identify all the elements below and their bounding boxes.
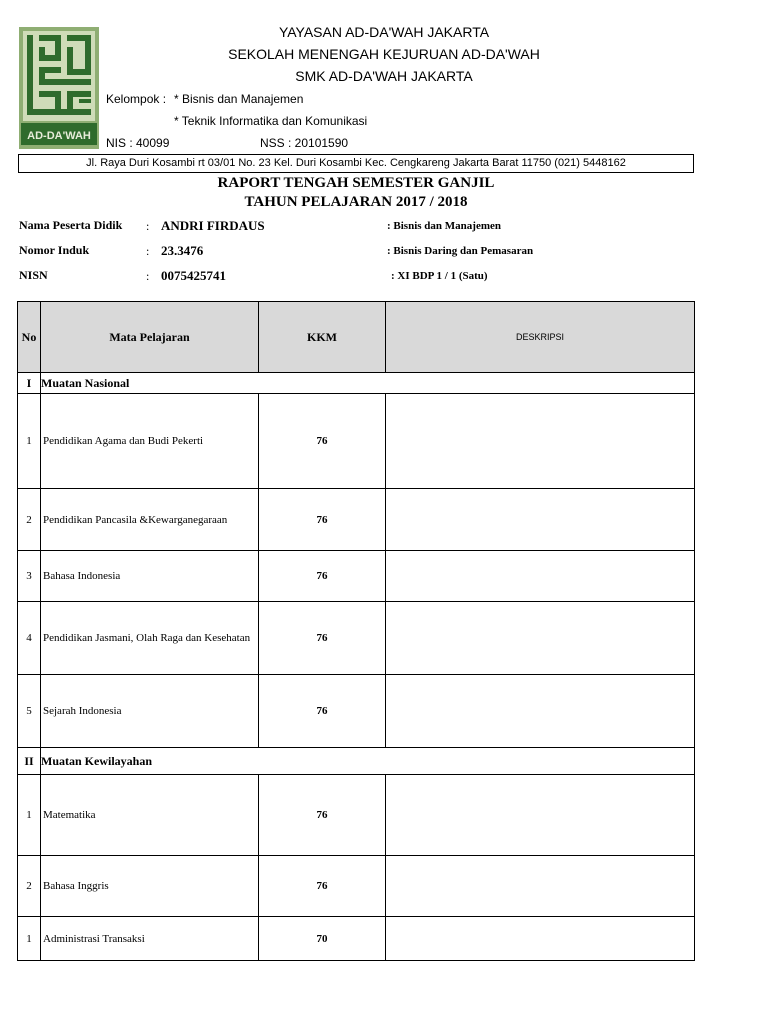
nisn-label: NISN xyxy=(19,268,48,282)
subject-name: Administrasi Transaksi xyxy=(41,917,259,961)
row-number: 4 xyxy=(18,602,41,675)
kkm-value: 76 xyxy=(259,602,386,675)
school-short-name: SMK AD-DA'WAH JAKARTA xyxy=(295,68,473,84)
header-description: DESKRIPSI xyxy=(386,302,695,373)
nomor-induk-label: Nomor Induk xyxy=(19,243,90,257)
student-name-label: Nama Peserta Didik xyxy=(19,218,123,232)
kkm-value: 76 xyxy=(259,394,386,489)
header-kkm: KKM xyxy=(259,302,386,373)
kelompok-item-1: * Bisnis dan Manajemen xyxy=(174,92,304,106)
table-row xyxy=(18,775,695,856)
grades-table xyxy=(17,301,695,961)
colon: : xyxy=(146,269,150,283)
report-title: RAPORT TENGAH SEMESTER GANJIL xyxy=(217,175,495,191)
nomor-induk: 23.3476 xyxy=(161,243,204,258)
kkm-value: 76 xyxy=(259,489,386,551)
subject-name: Bahasa Inggris xyxy=(41,856,259,917)
row-number: 2 xyxy=(18,856,41,917)
description-cell xyxy=(386,602,695,675)
section-name: Muatan Kewilayahan xyxy=(41,748,695,775)
academic-year: TAHUN PELAJARAN 2017 / 2018 xyxy=(244,194,468,210)
section-row xyxy=(18,748,695,775)
table-row xyxy=(18,856,695,917)
row-number: 1 xyxy=(18,775,41,856)
subject-name: Sejarah Indonesia xyxy=(41,675,259,748)
subject-name: Matematika xyxy=(41,775,259,856)
description-cell xyxy=(386,394,695,489)
kkm-value: 70 xyxy=(259,917,386,961)
section-number: II xyxy=(18,748,41,775)
school-full-name: SEKOLAH MENENGAH KEJURUAN AD-DA'WAH xyxy=(228,46,540,62)
table-row xyxy=(18,394,695,489)
header-subject: Mata Pelajaran xyxy=(41,302,259,373)
header-no: No xyxy=(18,302,41,373)
table-row xyxy=(18,675,695,748)
row-number: 1 xyxy=(18,917,41,961)
table-row xyxy=(18,551,695,602)
colon: : xyxy=(146,219,150,233)
kelompok-label: Kelompok : xyxy=(106,92,167,106)
student-name: ANDRI FIRDAUS xyxy=(161,218,265,233)
description-cell xyxy=(386,775,695,856)
row-number: 2 xyxy=(18,489,41,551)
description-cell xyxy=(386,856,695,917)
description-cell xyxy=(386,675,695,748)
description-cell xyxy=(386,489,695,551)
kkm-value: 76 xyxy=(259,856,386,917)
bidang-keahlian: : Bisnis dan Manajemen xyxy=(387,220,501,232)
section-number: I xyxy=(18,373,41,394)
row-number: 1 xyxy=(18,394,41,489)
description-cell xyxy=(386,551,695,602)
section-name: Muatan Nasional xyxy=(41,373,695,394)
section-row xyxy=(18,373,695,394)
table-row xyxy=(18,602,695,675)
kkm-value: 76 xyxy=(259,775,386,856)
nss-number: NSS : 20101590 xyxy=(260,136,349,150)
table-row xyxy=(18,489,695,551)
row-number: 3 xyxy=(18,551,41,602)
kkm-value: 76 xyxy=(259,551,386,602)
colon: : xyxy=(146,244,150,258)
kelompok-item-2: * Teknik Informatika dan Komunikasi xyxy=(174,114,368,128)
subject-name: Pendidikan Pancasila &Kewarganegaraan xyxy=(41,489,259,551)
table-header-row xyxy=(18,302,695,373)
kelas: : XI BDP 1 / 1 (Satu) xyxy=(391,270,488,282)
subject-name: Pendidikan Agama dan Budi Pekerti xyxy=(41,394,259,489)
foundation-name: YAYASAN AD-DA'WAH JAKARTA xyxy=(278,24,490,40)
kkm-value: 76 xyxy=(259,675,386,748)
description-cell xyxy=(386,917,695,961)
school-address: Jl. Raya Duri Kosambi rt 03/01 No. 23 Kel. Duri Kosambi Kec. Cengkareng Jakarta Barat 11750 (021) 5448162 xyxy=(18,154,694,173)
logo-text: AD-DA'WAH xyxy=(27,130,91,142)
table-row xyxy=(18,917,695,961)
nisn-value: 0075425741 xyxy=(161,268,226,283)
row-number: 5 xyxy=(18,675,41,748)
subject-name: Bahasa Indonesia xyxy=(41,551,259,602)
nis-number: NIS : 40099 xyxy=(106,136,170,150)
program-keahlian: : Bisnis Daring dan Pemasaran xyxy=(387,245,534,257)
subject-name: Pendidikan Jasmani, Olah Raga dan Kesehatan xyxy=(41,602,259,675)
